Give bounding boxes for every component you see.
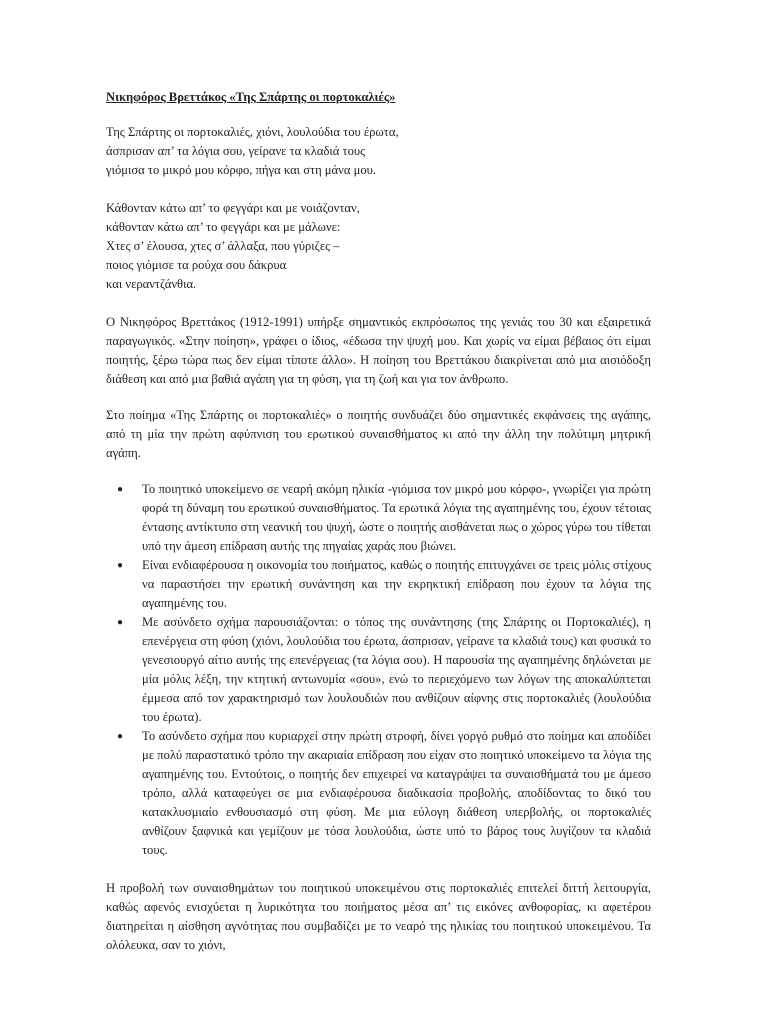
list-item-text: Το ποιητικό υποκείμενο σε νεαρή ακόμη ηλικία -γιόμισα τον μικρό μου κόρφο-, γνωρίζει για πρώτη φορά τη δύναμη του ερωτικού συναισθήματος. Τα ερωτικά λόγια της αγαπημένης του, έχουν τέτοιας έντασης αντίκτυπο στη νεανική του ψυχή, ώστε ο ποιητής αισθάνεται πως ο χώρος γύρω του τίθεται υπό την άμεση επίδραση αυτής της πηγαίας χαράς που βιώνει.	[142, 482, 651, 553]
paragraph-introduction: Στο ποίημα «Της Σπάρτης οι πορτοκαλιές» ο ποιητής συνδυάζει δύο σημαντικές εκφάνσεις της αγάπης, από τη μία την πρώτη αφύπνιση του ερωτικού συναισθήματος κι από την άλλη την πολύτιμη μητρική αγάπη.	[106, 408, 651, 460]
document-page	[106, 88, 651, 972]
list-item	[106, 727, 651, 860]
poem-stanza-1	[106, 123, 651, 180]
analysis-bullet-list	[106, 480, 651, 860]
paragraph-biography: Ο Νικηφόρος Βρεττάκος (1912-1991) υπήρξε σημαντικός εκπρόσωπος της γενιάς του 30 και εξαιρετικά παραγωγικός. «Στην ποίηση», γράφει ο ίδιος, «έδωσα την ψυχή μου. Και χωρίς να είμαι βέβαιος ότι είμαι ποιητής, ξέρω τώρα πως δεν είμαι τίποτε άλλο». Η ποίηση του Βρεττάκου διακρίνεται από μια αισιόδοξη διάθεση και από μια βαθιά αγάπη για τη φύση, για τη ζωή και για τον άνθρωπο.	[106, 315, 651, 386]
poem-line: Της Σπάρτης οι πορτοκαλιές, χιόνι, λουλούδια του έρωτα,	[106, 125, 399, 139]
list-item-text: Είναι ενδιαφέρουσα η οικονομία του ποιήματος, καθώς ο ποιητής επιτυγχάνει σε τρεις μόλις στίχους να παραστήσει την ερωτική συνάντηση και την εκρηκτική επίδραση που έχουν τα λόγια της αγαπημένης του.	[142, 558, 651, 610]
list-item	[106, 613, 651, 727]
poem-line: Χτες σ’ έλουσα, χτες σ’ άλλαξα, που γύριζες –	[106, 239, 340, 253]
list-item	[106, 480, 651, 556]
bullet-icon: ●	[117, 617, 124, 628]
document-title: Νικηφόρος Βρεττάκος «Της Σπάρτης οι πορτοκαλιές»	[106, 90, 396, 104]
list-item-text: Το ασύνδετο σχήμα που κυριαρχεί στην πρώτη στροφή, δίνει γοργό ρυθμό στο ποίημα και αποδίδει με πολύ παραστατικό τρόπο την ακαριαία επίδραση που είχαν στο ποιητικό υποκείμενο τα λόγια της αγαπημένης του. Εντούτοις, ο ποιητής δεν επιχειρεί να καταγράψει τα συναισθήματά του με άμεσο τρόπο, αλλά καταφεύγει σε μια ενδιαφέρουσα διαδικασία προβολής, αποδίδοντας το δικό του κατακλυσμιαίο ενθουσιασμό στη φύση. Με μια εύλογη διάθεση υπερβολής, οι πορτοκαλιές ανθίζουν ξαφνικά και γεμίζουν με τόσα λουλούδια, ώστε υπό το βάρος τους λυγίζουν τα κλαδιά τους.	[142, 729, 651, 857]
poem-line: και νεραντζάνθια.	[106, 277, 197, 291]
bullet-icon: ●	[117, 731, 124, 742]
poem-line: Κάθονταν κάτω απ’ το φεγγάρι και με νοιάζονταν,	[106, 201, 360, 215]
bullet-icon: ●	[117, 484, 124, 495]
poem-line: κάθονταν κάτω απ’ το φεγγάρι και με μάλωνε:	[106, 220, 341, 234]
paragraph-projection: Η προβολή των συναισθημάτων του ποιητικού υποκειμένου στις πορτοκαλιές επιτελεί διττή λειτουργία, καθώς αφενός ενισχύεται η λυρικότητα του ποιήματος μέσα απ’ τις εικόνες ανθοφορίας, κι αφετέρου διατηρείται η αίσθηση αγνότητας που συμβαδίζει με το νεαρό της ηλικίας του ποιητικού υποκειμένου. Τα ολόλευκα, σαν το χιόνι,	[106, 881, 651, 952]
bullet-icon: ●	[117, 560, 124, 571]
poem-stanza-2	[106, 199, 651, 294]
poem-line: ποιος γιόμισε τα ρούχα σου δάκρυα	[106, 258, 287, 272]
poem-line: γιόμισα το μικρό μου κόρφο, πήγα και στη μάνα μου.	[106, 163, 377, 177]
list-item-text: Με ασύνδετο σχήμα παρουσιάζονται: ο τόπος της συνάντησης (της Σπάρτης οι Πορτοκαλιές), η επενέργεια στη φύση (χιόνι, λουλούδια του έρωτα, άσπρισαν, γείρανε τα κλαδιά τους) και φυσικά το γενεσιουργό αίτιο αυτής της επενέργειας (τα λόγια σου). Η παρουσία της αγαπημένης δηλώνεται με μία μόλις λέξη, την κτητική αντωνυμία «σου», ενώ το περιεχόμενο των λόγων της αποκαλύπτεται έμμεσα από τον χαρακτηρισμό των λουλουδιών που ανθίζουν αίφνης στις πορτοκαλιές (λουλούδια του έρωτα).	[142, 615, 651, 724]
list-item	[106, 556, 651, 613]
poem-line: άσπρισαν απ’ τα λόγια σου, γείρανε τα κλαδιά τους	[106, 144, 366, 158]
